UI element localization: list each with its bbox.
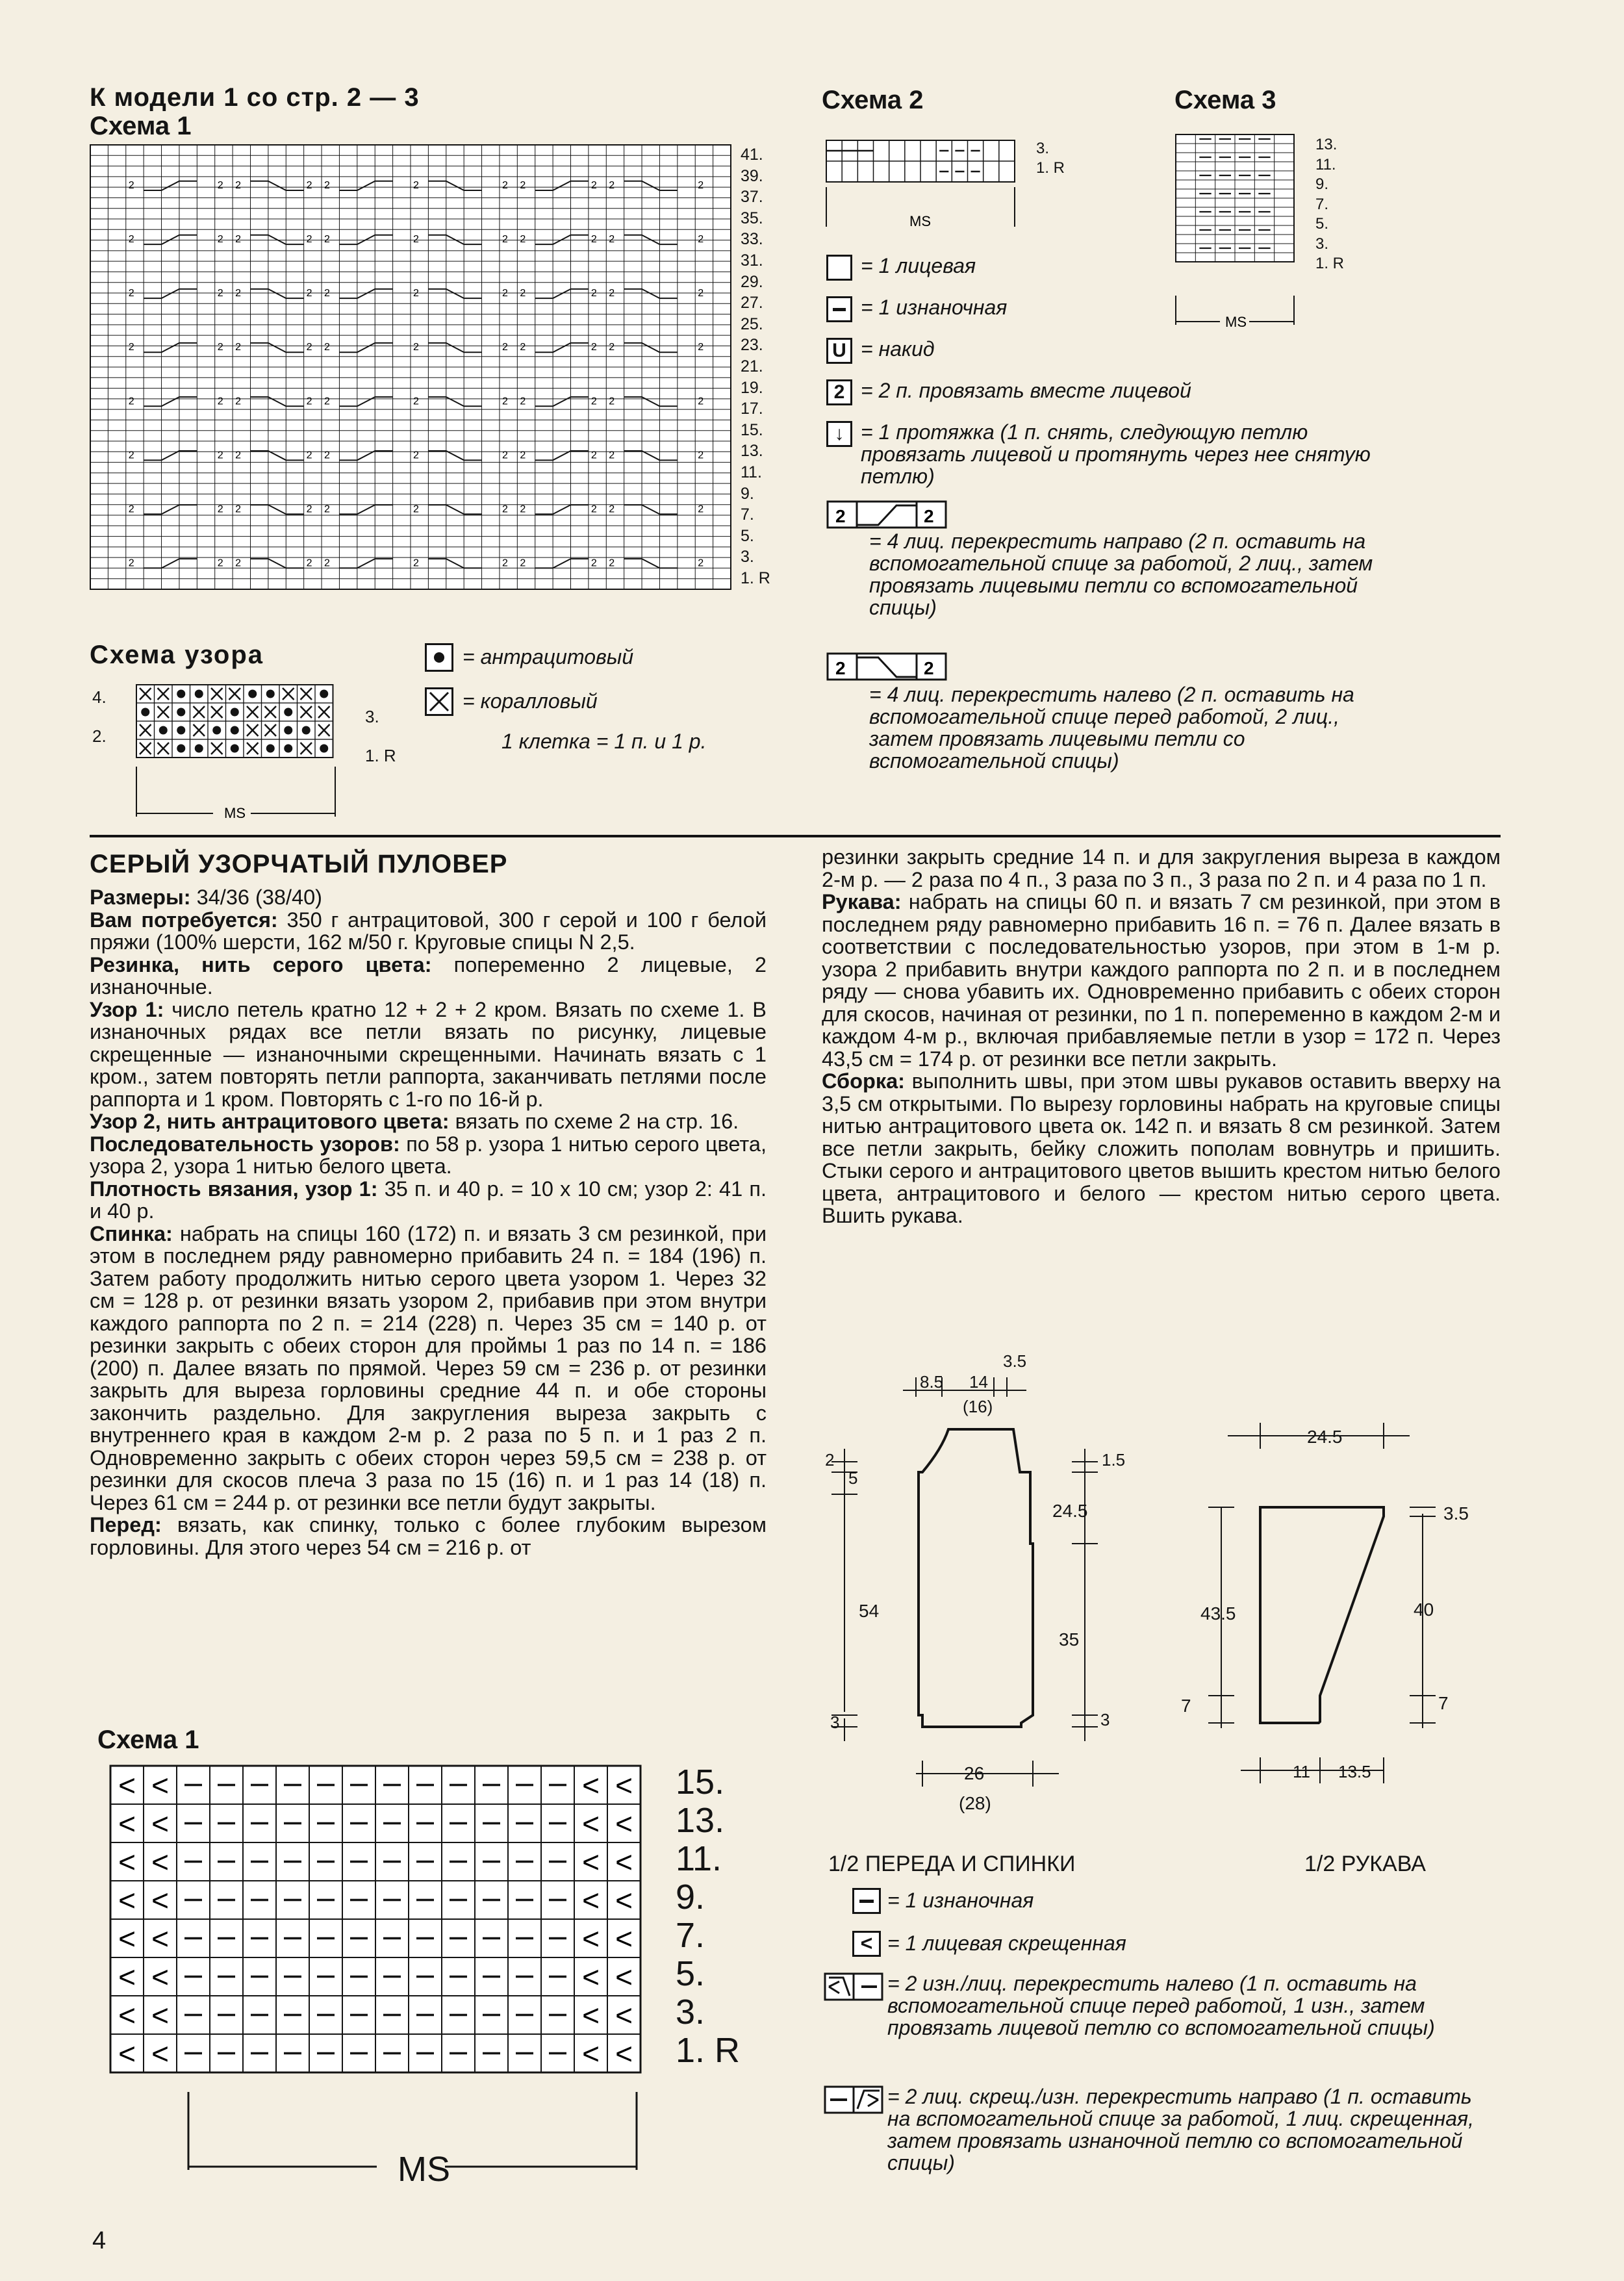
legend-yarn-over: = накид <box>861 337 935 361</box>
svg-text:2: 2 <box>835 506 846 526</box>
cell-mark: 2 <box>698 396 704 407</box>
legend-bottom-twisted: = 1 лицевая скрещенная <box>887 1931 1126 1955</box>
cell-mark: 2 <box>698 180 704 192</box>
cell-mark: 2 <box>217 342 223 353</box>
cell-mark: 2 <box>128 288 134 299</box>
legend-bottom-cross-left: = 2 изн./лиц. перекрестить налево (1 п. оставить на вспомогательной спице перед работой, 1 изн., затем провязать лицевой петлю со вспомогательной спицы) <box>887 1972 1435 2039</box>
row-number: 9. <box>741 484 754 503</box>
pattern-row-2: 2. <box>92 726 107 746</box>
row-number: 27. <box>741 294 763 312</box>
dim-8-5: 8.5 <box>920 1372 944 1392</box>
dot-cell <box>266 690 275 698</box>
cell-mark: 2 <box>590 342 597 353</box>
schema1-top-label: Схема 1 <box>90 112 192 140</box>
cell-mark: 2 <box>501 342 508 353</box>
cell-mark: 2 <box>590 450 597 461</box>
cell-mark: 2 <box>609 288 615 299</box>
schema1-bottom-row-numbers: 15. 13. 11. 9. 7. 5. 3. 1. R <box>676 1763 741 2070</box>
stitch-glyph: < <box>118 2037 136 2071</box>
row-number: 31. <box>741 251 763 270</box>
schema2-ms-label: MS <box>909 213 931 229</box>
row-number: 17. <box>741 400 763 418</box>
sleeve-dim-11: 11 <box>1293 1762 1310 1781</box>
cell-mark: 2 <box>306 396 312 407</box>
row-number: 33. <box>741 230 763 249</box>
cell-mark: 2 <box>324 342 330 353</box>
schema1-top-row-numbers <box>741 144 770 589</box>
cell-mark: 2 <box>501 234 508 246</box>
cell-mark: 2 <box>590 557 597 569</box>
dim-5: 5 <box>848 1468 858 1488</box>
pattern-scheme-label: Схема узора <box>90 641 264 669</box>
schema2-row-numbers: 3. 1. R <box>1036 140 1065 177</box>
stitch-glyph: < <box>151 1960 169 1994</box>
cell-mark: 2 <box>324 557 330 569</box>
cell-mark: 2 <box>324 288 330 299</box>
schema1-bottom-ms-label: MS <box>398 2150 450 2189</box>
cell-mark: 2 <box>235 450 242 461</box>
legend-cell-note: 1 клетка = 1 п. и 1 р. <box>501 730 707 753</box>
cell-mark: 2 <box>324 234 330 246</box>
legend-k2tog: = 2 п. провязать вместе лицевой <box>861 379 1191 402</box>
article-left-column <box>90 886 767 1559</box>
cell-mark: 2 <box>609 342 615 353</box>
svg-text:2: 2 <box>924 506 934 526</box>
schema1-top-grid <box>90 144 733 590</box>
pattern-row-3: 3. <box>365 707 379 726</box>
cell-mark: 2 <box>520 234 526 246</box>
stitch-glyph: < <box>151 1845 169 1880</box>
stitch-glyph: < <box>615 1998 633 2033</box>
front-back-pattern <box>818 1351 1156 1819</box>
cell-mark: 2 <box>235 557 242 569</box>
cell-mark: 2 <box>235 288 242 299</box>
paragraph: резинки закрыть средние 14 п. и для закругления выреза в каждом 2-м р. — 2 раза по 4 п., 3 раза по 3 п., 3 раза по 2 п. и 4 раза по 1 п. <box>822 845 1501 891</box>
cell-mark: 2 <box>128 234 134 246</box>
purl-knit-cross-left-icon <box>824 1972 883 2001</box>
row-number: 23. <box>741 336 763 355</box>
twisted-knit-icon: < <box>852 1931 881 1957</box>
page-heading: К модели 1 со стр. 2 — 3 <box>90 83 420 112</box>
dash-square-icon <box>852 1888 881 1914</box>
dot-cell <box>284 745 292 753</box>
cell-mark: 2 <box>698 342 704 353</box>
row-number: 25. <box>741 314 763 333</box>
stitch-glyph: < <box>118 1922 136 1956</box>
cell-mark: 2 <box>698 450 704 461</box>
dim-14: 14 <box>969 1372 988 1392</box>
cell-mark: 2 <box>501 288 508 299</box>
cell-mark: 2 <box>235 503 242 515</box>
cell-mark: 2 <box>520 503 526 515</box>
slip-icon: ↓ <box>826 421 852 447</box>
legend-bottom-cross-right: = 2 лиц. скрещ./изн. перекрестить направо (1 п. оставить на вспомогательной спице за работой, 1 лиц. скрещенная, затем провязать изнаночной петлю со вспомогательной спицы) <box>887 2085 1475 2174</box>
cell-mark: 2 <box>217 450 223 461</box>
cell-mark: 2 <box>609 396 615 407</box>
stitch-glyph: < <box>118 1883 136 1918</box>
cell-mark: 2 <box>590 396 597 407</box>
schema3-grid <box>1174 133 1304 328</box>
paragraph: Размеры: 34/36 (38/40) <box>90 886 322 909</box>
cell-mark: 2 <box>235 234 242 246</box>
cell-mark: 2 <box>128 450 134 461</box>
cell-mark: 2 <box>520 396 526 407</box>
stitch-glyph: < <box>151 1922 169 1956</box>
cell-mark: 2 <box>235 396 242 407</box>
cell-mark: 2 <box>501 396 508 407</box>
cell-mark: 2 <box>413 396 419 407</box>
row-number: 5. <box>741 526 754 545</box>
row-number: 39. <box>741 166 763 185</box>
stitch-glyph: < <box>582 1768 600 1803</box>
schema1-bottom-label: Схема 1 <box>97 1726 199 1754</box>
stitch-glyph: < <box>615 1922 633 1956</box>
paragraph: Сборка: выполнить швы, при этом швы рукавов оставить вверху на 3,5 см открытыми. По вырезу горловины набрать на круговые спицы нитью антрацитового цвета ок. 142 п. и вязать 8 см резинкой. Затем все петли закрыть, бейку сложить пополам вовнутрь и пришить. Стыки серого и антрацитового цветов вышить крестом нитью белого цвета, антрацитового и белого — крестом нитью серого цвета. Вшить рукава. <box>822 1069 1501 1227</box>
sleeve-dim-43-5: 43.5 <box>1200 1603 1236 1624</box>
svg-text:2: 2 <box>835 658 846 678</box>
dot-cell <box>320 745 328 753</box>
sleeve-caption: 1/2 РУКАВА <box>1304 1852 1426 1876</box>
dot-cell <box>231 708 239 717</box>
dot-cell <box>177 708 185 717</box>
cell-mark: 2 <box>590 234 597 246</box>
blank-square-icon <box>826 255 852 281</box>
stitch-glyph: < <box>118 1807 136 1841</box>
cell-mark: 2 <box>306 450 312 461</box>
page-number: 4 <box>92 2227 107 2254</box>
knit-purl-cross-right-icon <box>824 2085 883 2114</box>
dot-cell <box>177 690 185 698</box>
cell-mark: 2 <box>128 396 134 407</box>
cell-mark: 2 <box>128 180 134 192</box>
cell-mark: 2 <box>324 503 330 515</box>
dim-16: (16) <box>963 1397 993 1416</box>
cell-mark: 2 <box>128 342 134 353</box>
stitch-glyph: < <box>151 2037 169 2071</box>
cell-mark: 2 <box>698 234 704 246</box>
stitch-glyph: < <box>151 1807 169 1841</box>
cell-mark: 2 <box>324 180 330 192</box>
cross-left-icon <box>826 652 947 681</box>
dot-cell <box>177 745 185 753</box>
cell-mark: 2 <box>698 557 704 569</box>
row-number: 7. <box>741 505 754 524</box>
stitch-glyph: < <box>615 1960 633 1994</box>
cell-mark: 2 <box>609 557 615 569</box>
schema2-label: Схема 2 <box>822 86 924 114</box>
stitch-glyph: < <box>615 1807 633 1841</box>
cell-mark: 2 <box>609 503 615 515</box>
article-title: СЕРЫЙ УЗОРЧАТЫЙ ПУЛОВЕР <box>90 850 508 878</box>
cell-mark: 2 <box>520 342 526 353</box>
front-back-caption: 1/2 ПЕРЕДА И СПИНКИ <box>828 1852 1076 1876</box>
stitch-glyph: < <box>615 1845 633 1880</box>
cell-mark: 2 <box>217 557 223 569</box>
stitch-glyph: < <box>582 1807 600 1841</box>
cell-mark: 2 <box>324 450 330 461</box>
cell-mark: 2 <box>217 503 223 515</box>
cell-mark: 2 <box>590 503 597 515</box>
cell-mark: 2 <box>501 180 508 192</box>
paragraph: Узор 2, нить антрацитового цвета: вязать по схеме 2 на стр. 16. <box>90 1110 739 1133</box>
legend-cross-left: = 4 лиц. перекрестить налево (2 п. оставить на вспомогательной спице перед работой, 2 лиц., затем провязать лицевыми петли со вспомогательной спицы) <box>869 683 1354 772</box>
cell-mark: 2 <box>306 503 312 515</box>
dot-cell <box>231 745 239 753</box>
pattern-scheme-grid <box>135 683 343 820</box>
dim-54: 54 <box>859 1601 880 1621</box>
cell-mark: 2 <box>413 450 419 461</box>
dot-cell <box>159 726 168 735</box>
stitch-glyph: < <box>582 1998 600 2033</box>
cell-mark: 2 <box>501 557 508 569</box>
cell-mark: 2 <box>217 234 223 246</box>
cell-mark: 2 <box>501 503 508 515</box>
sleeve-dim-40: 40 <box>1414 1599 1434 1620</box>
cell-mark: 2 <box>609 180 615 192</box>
row-number: 21. <box>741 357 763 376</box>
legend-anthracite: = антрацитовый <box>463 645 634 669</box>
dot-cell <box>195 745 203 753</box>
cell-mark: 2 <box>324 396 330 407</box>
stitch-glyph: < <box>151 1998 169 2033</box>
paragraph: Последовательность узоров: по 58 р. узора 1 нитью серого цвета, узора 2, узора 1 нитью белого цвета. <box>90 1132 767 1178</box>
dim-3-right: 3 <box>1100 1710 1110 1729</box>
dot-cell <box>320 690 328 698</box>
dot-square-icon <box>425 643 453 672</box>
dot-cell <box>266 745 275 753</box>
dot-cell <box>195 690 203 698</box>
cell-mark: 2 <box>698 503 704 515</box>
cell-mark: 2 <box>128 503 134 515</box>
sleeve-dim-24-5: 24.5 <box>1307 1427 1343 1447</box>
cell-mark: 2 <box>413 557 419 569</box>
cell-mark: 2 <box>306 180 312 192</box>
section-divider <box>90 835 1501 837</box>
stitch-glyph: < <box>582 1960 600 1994</box>
legend-knit: = 1 лицевая <box>861 254 976 277</box>
yarn-over-icon: U <box>826 338 852 364</box>
legend-bottom-purl: = 1 изнаночная <box>887 1889 1034 1912</box>
k2tog-icon: 2 <box>826 379 852 405</box>
cell-mark: 2 <box>413 503 419 515</box>
dot-cell <box>284 708 292 717</box>
cell-mark: 2 <box>520 450 526 461</box>
dim-28: (28) <box>959 1793 991 1813</box>
row-number: 1. R <box>741 568 770 587</box>
stitch-glyph: < <box>582 1883 600 1918</box>
dim-3-left: 3 <box>830 1713 840 1732</box>
row-number: 37. <box>741 188 763 207</box>
sleeve-dim-3-5: 3.5 <box>1443 1503 1469 1523</box>
article-right-column <box>822 846 1501 1227</box>
cross-right-icon <box>826 500 947 529</box>
pattern-ms-label: MS <box>224 805 246 820</box>
dot-cell <box>231 726 239 735</box>
cell-mark: 2 <box>235 342 242 353</box>
dot-cell <box>248 690 257 698</box>
dot-cell <box>212 726 221 735</box>
sleeve-dim-7-left: 7 <box>1181 1696 1191 1716</box>
dim-24-5: 24.5 <box>1052 1501 1088 1521</box>
svg-text:2: 2 <box>924 658 934 678</box>
cell-mark: 2 <box>306 342 312 353</box>
dot-cell <box>177 726 185 735</box>
cell-mark: 2 <box>590 288 597 299</box>
paragraph: Плотность вязания, узор 1: 35 п. и 40 р. = 10 x 10 см; узор 2: 41 п. и 40 р. <box>90 1177 767 1223</box>
dim-26: 26 <box>964 1763 985 1783</box>
row-number: 11. <box>741 463 762 481</box>
dim-3-5: 3.5 <box>1003 1351 1027 1371</box>
dim-1-5: 1.5 <box>1102 1450 1126 1470</box>
cell-mark: 2 <box>413 180 419 192</box>
cell-mark: 2 <box>217 180 223 192</box>
cell-mark: 2 <box>128 557 134 569</box>
cell-mark: 2 <box>306 557 312 569</box>
row-number: 3. <box>741 548 754 567</box>
cell-mark: 2 <box>698 288 704 299</box>
stitch-glyph: < <box>615 1768 633 1803</box>
schema3-row-numbers: 13. 11. 9. 7. 5. 3. 1. R <box>1315 136 1345 272</box>
stitch-glyph: < <box>151 1768 169 1803</box>
legend-coral: = коралловый <box>463 689 598 713</box>
stitch-glyph: < <box>151 1883 169 1918</box>
cell-mark: 2 <box>609 234 615 246</box>
row-number: 13. <box>741 442 763 461</box>
stitch-glyph: < <box>118 1845 136 1880</box>
sleeve-dim-7-right: 7 <box>1438 1693 1449 1713</box>
row-number: 19. <box>741 378 763 397</box>
cell-mark: 2 <box>413 342 419 353</box>
stitch-glyph: < <box>582 1922 600 1956</box>
cell-mark: 2 <box>520 180 526 192</box>
dim-35: 35 <box>1059 1629 1080 1650</box>
schema3-ms-label: MS <box>1225 314 1247 328</box>
sleeve-dim-13-5: 13.5 <box>1338 1762 1371 1781</box>
paragraph: Спинка: набрать на спицы 160 (172) п. и вязать 3 см резинкой, при этом в последнем ряду равномерно прибавить 24 п. = 184 (196) п. Затем работу продолжить нитью серого цвета узором 1. Через 32 см = 128 р. от резинки вязать узором 2, прибавив при этом внутри каждого раппорта по 2 п. = 214 (228) п. Через 35 см = 140 р. от резинки закрыть с обеих сторон для проймы 1 раз по 14 п. = 186 (200) п. Далее вязать по прямой. Через 59 см = 236 р. от резинки закрыть для выреза горловины средние 44 п. и обе стороны закончить раздельно. Для закругления выреза закрыть с внутреннего края в каждом 2-м р. 2 раза по 5 п. и 1 раз 2 п. Одновременно закрыть с обеих сторон через 59,5 см = 238 р. от резинки для скосов плеча 3 раза по 15 (16) п. и 1 раз 14 (18) п. Через 61 см = 244 р. от резинки все петли будут закрыты. <box>90 1221 767 1514</box>
pattern-row-1r: 1. R <box>365 746 396 765</box>
row-number: 15. <box>741 420 763 439</box>
cell-mark: 2 <box>217 288 223 299</box>
legend-cross-right: = 4 лиц. перекрестить направо (2 п. оставить на вспомогательной спице за работой, 2 лиц., затем провязать лицевыми петли со вспомогательной спицы) <box>869 529 1373 619</box>
paragraph: Вам потребуется: 350 г антрацитовой, 300 г серой и 100 г белой пряжи (100% шерсти, 162 м/50 г. Круговые спицы N 2,5. <box>90 908 767 954</box>
x-square-icon <box>425 687 453 716</box>
dash-square-icon <box>826 296 852 322</box>
cell-mark: 2 <box>306 234 312 246</box>
cell-mark: 2 <box>520 288 526 299</box>
dot-cell <box>284 726 292 735</box>
pattern-row-4: 4. <box>92 687 107 707</box>
stitch-glyph: < <box>118 1998 136 2033</box>
cell-mark: 2 <box>235 180 242 192</box>
cell-mark: 2 <box>590 180 597 192</box>
row-number: 41. <box>741 146 763 164</box>
dim-2: 2 <box>825 1450 835 1470</box>
stitch-glyph: < <box>118 1768 136 1803</box>
cell-mark: 2 <box>609 450 615 461</box>
row-number: 29. <box>741 272 763 291</box>
schema2-grid <box>825 139 1020 230</box>
schema3-label: Схема 3 <box>1174 86 1276 114</box>
stitch-glyph: < <box>615 2037 633 2071</box>
paragraph: Перед: вязать, как спинку, только с более глубоким вырезом горловины. Для этого через 54 см = 216 р. от <box>90 1513 767 1559</box>
stitch-glyph: < <box>582 1845 600 1880</box>
dot-cell <box>141 708 149 717</box>
paragraph: Узор 1: число петель кратно 12 + 2 + 2 кром. Вязать по схеме 1. В изнаночных рядах все петли вязать по рисунку, лицевые скрещенные — изнаночными скрещенными. Начинать вязать с 1 кром., затем повторять петли раппорта, заканчивать петлями после раппорта и 1 кром. Повторять с 1-го по 16-й р. <box>90 997 767 1111</box>
legend-purl: = 1 изнаночная <box>861 296 1008 319</box>
dot-cell <box>302 726 311 735</box>
cell-mark: 2 <box>520 557 526 569</box>
cell-mark: 2 <box>217 396 223 407</box>
row-number: 35. <box>741 209 763 227</box>
legend-slip: = 1 протяжка (1 п. снять, следующую петлю провязать лицевой и протянуть через нее снятую петлю) <box>861 420 1371 488</box>
stitch-glyph: < <box>118 1960 136 1994</box>
cell-mark: 2 <box>413 234 419 246</box>
cell-mark: 2 <box>413 288 419 299</box>
paragraph: Рукава: набрать на спицы 60 п. и вязать 7 см резинкой, при этом в последнем ряду равномерно прибавить 16 п. = 76 п. Далее вязать в соответствии с последовательностью узоров, при этом в 1-м р. узора 2 прибавить внутри каждого раппорта по 2 п. и в последнем ряду — снова убавить их. Одновременно прибавить с обеих сторон для скосов, начиная от резинки, по 1 п. попеременно в каждом 2-м и каждом 4-м р., включая прибавляемые петли в узор = 172 п. Через 43,5 см = 174 р. от резинки все петли закрыть. <box>822 890 1501 1071</box>
cell-mark: 2 <box>501 450 508 461</box>
cell-mark: 2 <box>306 288 312 299</box>
paragraph: Резинка, нить серого цвета: попеременно 2 лицевые, 2 изнаночные. <box>90 952 767 999</box>
stitch-glyph: < <box>615 1883 633 1918</box>
stitch-glyph: < <box>582 2037 600 2071</box>
